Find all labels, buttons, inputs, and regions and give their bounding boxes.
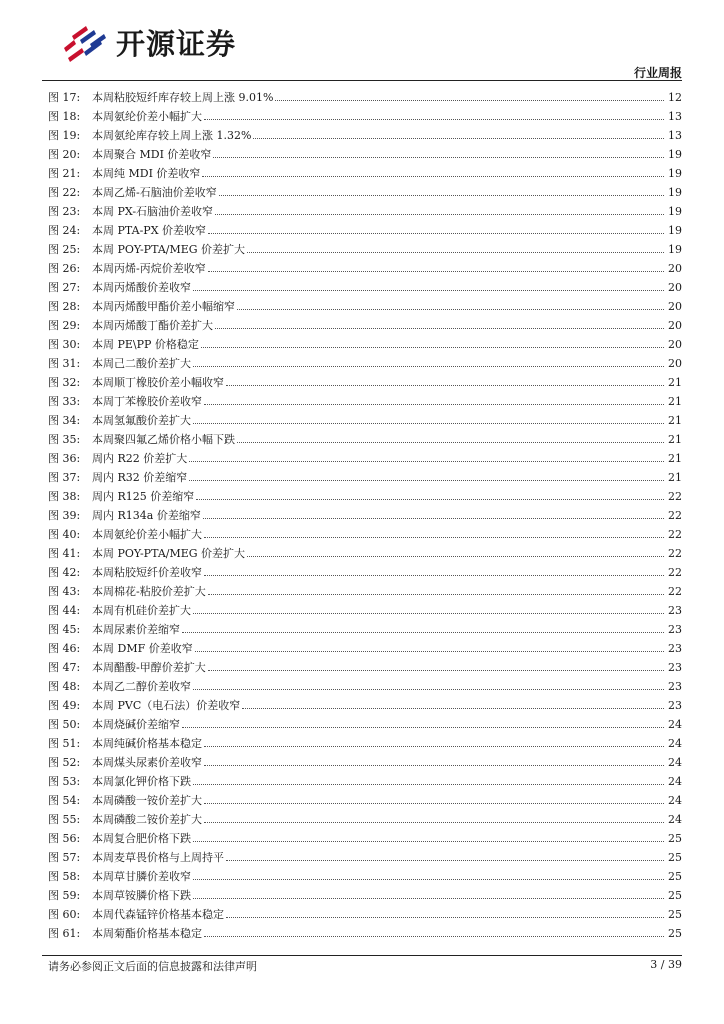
figure-title: 本周氯化钾价格下跌 — [92, 775, 191, 788]
figure-page: 23 — [668, 642, 682, 655]
figure-title: 本周 PE\PP 价格稳定 — [92, 338, 199, 351]
dot-leader — [193, 776, 664, 785]
figure-number: 图 22: — [48, 186, 81, 199]
figure-title: 本周 DMF 价差收窄 — [92, 642, 193, 655]
figure-page: 25 — [668, 889, 682, 902]
figure-page: 19 — [668, 205, 682, 218]
figure-number: 图 45: — [48, 623, 81, 636]
figure-number: 图 57: — [48, 851, 81, 864]
figure-number: 图 40: — [48, 528, 81, 541]
figure-page: 22 — [668, 566, 682, 579]
figure-title: 本周己二酸价差扩大 — [92, 357, 191, 370]
figure-number: 图 43: — [48, 585, 81, 598]
figure-page: 22 — [668, 547, 682, 560]
figure-number: 图 38: — [48, 490, 81, 503]
dot-leader — [208, 225, 664, 234]
figure-title: 本周尿素价差缩窄 — [92, 623, 180, 636]
dot-leader — [204, 567, 664, 576]
figure-number: 图 39: — [48, 509, 81, 522]
figure-number: 图 34: — [48, 414, 81, 427]
brand-logo — [60, 18, 280, 66]
page-header — [0, 0, 724, 84]
figure-title: 本周烧碱价差缩窄 — [92, 718, 180, 731]
figure-number: 图 26: — [48, 262, 81, 275]
figure-page: 25 — [668, 851, 682, 864]
figure-number: 图 41: — [48, 547, 81, 560]
figure-title: 本周复合肥价格下跌 — [92, 832, 191, 845]
figure-page: 20 — [668, 300, 682, 313]
toc-entry[interactable] — [48, 431, 682, 450]
toc-entry[interactable] — [48, 89, 682, 108]
figure-title: 周内 R32 价差缩窄 — [92, 471, 188, 484]
figure-page: 21 — [668, 433, 682, 446]
figure-title: 本周 POY-PTA/MEG 价差扩大 — [92, 243, 246, 256]
figure-number: 图 49: — [48, 699, 81, 712]
dot-leader — [226, 852, 664, 861]
figure-page: 22 — [668, 509, 682, 522]
figure-title: 本周有机硅价差扩大 — [92, 604, 191, 617]
toc-entry[interactable] — [48, 412, 682, 431]
figure-title: 本周纯 MDI 价差收窄 — [92, 167, 201, 180]
figure-title: 本周 POY-PTA/MEG 价差扩大 — [92, 547, 246, 560]
toc-entry[interactable] — [48, 640, 682, 659]
figure-page: 23 — [668, 680, 682, 693]
figure-page: 25 — [668, 927, 682, 940]
figure-title: 本周丙烯酸丁酯价差扩大 — [92, 319, 213, 332]
figure-number: 图 18: — [48, 110, 81, 123]
dot-leader — [193, 833, 664, 842]
dot-leader — [204, 396, 664, 405]
figure-number: 图 36: — [48, 452, 81, 465]
toc-entry[interactable] — [48, 716, 682, 735]
figure-title: 周内 R134a 价差缩窄 — [92, 509, 201, 522]
figure-page: 21 — [668, 376, 682, 389]
toc-entry[interactable] — [48, 526, 682, 545]
dot-leader — [182, 624, 664, 633]
figure-number: 图 29: — [48, 319, 81, 332]
toc-entry[interactable] — [48, 621, 682, 640]
toc-entry[interactable] — [48, 678, 682, 697]
dot-leader — [275, 92, 664, 101]
dot-leader — [193, 681, 664, 690]
toc-entry[interactable] — [48, 279, 682, 298]
figure-title: 本周丁苯橡胶价差收窄 — [92, 395, 202, 408]
figure-title: 周内 R125 价差缩窄 — [92, 490, 195, 503]
figure-title: 本周聚合 MDI 价差收窄 — [92, 148, 212, 161]
figure-page: 23 — [668, 623, 682, 636]
figure-page: 13 — [668, 110, 682, 123]
dot-leader — [242, 700, 664, 709]
dot-leader — [219, 187, 664, 196]
figure-number: 图 24: — [48, 224, 81, 237]
figure-number: 图 61: — [48, 927, 81, 940]
dot-leader — [193, 415, 664, 424]
dot-leader — [204, 928, 664, 937]
figure-page: 25 — [668, 870, 682, 883]
toc-entry[interactable] — [48, 659, 682, 678]
dot-leader — [193, 605, 664, 614]
dot-leader — [193, 871, 664, 880]
figure-number: 图 23: — [48, 205, 81, 218]
figure-number: 图 21: — [48, 167, 81, 180]
figure-page: 21 — [668, 414, 682, 427]
dot-leader — [213, 149, 664, 158]
toc-entry[interactable] — [48, 811, 682, 830]
footer-divider — [42, 955, 682, 956]
dot-leader — [195, 643, 664, 652]
dot-leader — [215, 206, 664, 215]
toc-entry[interactable] — [48, 469, 682, 488]
figure-page: 25 — [668, 832, 682, 845]
figure-title: 本周丙烯-丙烷价差收窄 — [92, 262, 206, 275]
figure-page: 24 — [668, 737, 682, 750]
figure-page: 19 — [668, 186, 682, 199]
dot-leader — [247, 244, 664, 253]
figure-title: 本周氢氟酸价差扩大 — [92, 414, 191, 427]
dot-leader — [204, 757, 664, 766]
figure-page: 21 — [668, 395, 682, 408]
dot-leader — [226, 377, 664, 386]
figure-number: 图 37: — [48, 471, 81, 484]
dot-leader — [202, 168, 664, 177]
kaiyuan-logo-icon — [60, 18, 108, 66]
footer-disclaimer: 请务必参阅正文后面的信息披露和法律声明 — [48, 960, 257, 973]
toc-entry[interactable] — [48, 203, 682, 222]
header-divider — [42, 80, 682, 81]
figure-title: 本周纯碱价格基本稳定 — [92, 737, 202, 750]
toc-entry[interactable] — [48, 754, 682, 773]
figure-number: 图 59: — [48, 889, 81, 902]
figure-list — [48, 89, 682, 944]
figure-title: 本周乙二醇价差收窄 — [92, 680, 191, 693]
figure-title: 本周代森锰锌价格基本稳定 — [92, 908, 224, 921]
toc-entry[interactable] — [48, 241, 682, 260]
figure-number: 图 20: — [48, 148, 81, 161]
figure-number: 图 30: — [48, 338, 81, 351]
figure-number: 图 44: — [48, 604, 81, 617]
figure-number: 图 19: — [48, 129, 81, 142]
figure-title: 本周磷酸二铵价差扩大 — [92, 813, 202, 826]
figure-page: 23 — [668, 604, 682, 617]
toc-entry[interactable] — [48, 925, 682, 944]
figure-title: 本周乙烯-石脑油价差收窄 — [92, 186, 217, 199]
figure-title: 本周 PTA-PX 价差收窄 — [92, 224, 207, 237]
figure-page: 20 — [668, 262, 682, 275]
toc-entry[interactable] — [48, 735, 682, 754]
figure-title: 本周氨纶库存较上周上涨 1.32% — [92, 129, 252, 142]
figure-number: 图 27: — [48, 281, 81, 294]
figure-number: 图 55: — [48, 813, 81, 826]
dot-leader — [204, 814, 664, 823]
figure-title: 本周棉花-粘胶价差扩大 — [92, 585, 206, 598]
figure-page: 22 — [668, 585, 682, 598]
toc-entry[interactable] — [48, 488, 682, 507]
page-footer — [48, 958, 682, 974]
figure-number: 图 51: — [48, 737, 81, 750]
dot-leader — [203, 510, 664, 519]
toc-entry[interactable] — [48, 697, 682, 716]
figure-title: 本周粘胶短纤价差收窄 — [92, 566, 202, 579]
dot-leader — [226, 909, 664, 918]
toc-entry[interactable] — [48, 583, 682, 602]
figure-page: 24 — [668, 756, 682, 769]
toc-entry[interactable] — [48, 792, 682, 811]
figure-page: 21 — [668, 471, 682, 484]
figure-title: 周内 R22 价差扩大 — [92, 452, 188, 465]
figure-title: 本周麦草畏价格与上周持平 — [92, 851, 224, 864]
toc-entry[interactable] — [48, 165, 682, 184]
toc-entry[interactable] — [48, 336, 682, 355]
dot-leader — [182, 719, 664, 728]
figure-title: 本周草铵膦价格下跌 — [92, 889, 191, 902]
toc-entry[interactable] — [48, 260, 682, 279]
figure-page: 24 — [668, 794, 682, 807]
figure-title: 本周磷酸一铵价差扩大 — [92, 794, 202, 807]
figure-number: 图 58: — [48, 870, 81, 883]
dot-leader — [215, 320, 664, 329]
dot-leader — [204, 795, 664, 804]
dot-leader — [208, 662, 664, 671]
figure-title: 本周丙烯酸价差收窄 — [92, 281, 191, 294]
figure-title: 本周草甘膦价差收窄 — [92, 870, 191, 883]
toc-entry[interactable] — [48, 317, 682, 336]
figure-number: 图 50: — [48, 718, 81, 731]
dot-leader — [196, 491, 664, 500]
dot-leader — [189, 472, 664, 481]
figure-number: 图 42: — [48, 566, 81, 579]
dot-leader — [204, 529, 664, 538]
figure-page: 23 — [668, 699, 682, 712]
figure-page: 20 — [668, 281, 682, 294]
toc-entry[interactable] — [48, 545, 682, 564]
figure-number: 图 17: — [48, 91, 81, 104]
brand-name: 开源证券 — [116, 26, 237, 61]
figure-page: 19 — [668, 148, 682, 161]
toc-entry[interactable] — [48, 374, 682, 393]
figure-title: 本周氨纶价差小幅扩大 — [92, 110, 202, 123]
figure-page: 23 — [668, 661, 682, 674]
toc-entry[interactable] — [48, 868, 682, 887]
figure-page: 19 — [668, 167, 682, 180]
figure-page: 25 — [668, 908, 682, 921]
figure-title: 本周粘胶短纤库存较上周上涨 9.01% — [92, 91, 274, 104]
figure-title: 本周煤头尿素价差收窄 — [92, 756, 202, 769]
section-label: 行业周报 — [633, 66, 682, 80]
figure-page: 20 — [668, 338, 682, 351]
toc-entry[interactable] — [48, 127, 682, 146]
figure-number: 图 56: — [48, 832, 81, 845]
figure-page: 22 — [668, 528, 682, 541]
figure-page: 19 — [668, 224, 682, 237]
figure-title: 本周聚四氟乙烯价格小幅下跌 — [92, 433, 235, 446]
toc-entry[interactable] — [48, 564, 682, 583]
figure-title: 本周氨纶价差小幅扩大 — [92, 528, 202, 541]
toc-entry[interactable] — [48, 355, 682, 374]
figure-number: 图 46: — [48, 642, 81, 655]
figure-number: 图 53: — [48, 775, 81, 788]
figure-page: 24 — [668, 718, 682, 731]
figure-page: 19 — [668, 243, 682, 256]
figure-number: 图 52: — [48, 756, 81, 769]
figure-title: 本周醋酸-甲醇价差扩大 — [92, 661, 206, 674]
dot-leader — [247, 548, 664, 557]
toc-entry[interactable] — [48, 773, 682, 792]
page-number: 3 / 39 — [650, 958, 682, 971]
toc-entry[interactable] — [48, 507, 682, 526]
toc-entry[interactable] — [48, 906, 682, 925]
figure-number: 图 28: — [48, 300, 81, 313]
toc-entry[interactable] — [48, 393, 682, 412]
dot-leader — [204, 111, 664, 120]
dot-leader — [208, 586, 664, 595]
toc-entry[interactable] — [48, 450, 682, 469]
figure-page: 21 — [668, 452, 682, 465]
figure-number: 图 32: — [48, 376, 81, 389]
toc-entry[interactable] — [48, 184, 682, 203]
toc-entry[interactable] — [48, 146, 682, 165]
dot-leader — [189, 453, 664, 462]
figure-number: 图 35: — [48, 433, 81, 446]
figure-number: 图 25: — [48, 243, 81, 256]
toc-entry[interactable] — [48, 830, 682, 849]
toc-entry[interactable] — [48, 887, 682, 906]
dot-leader — [193, 890, 664, 899]
dot-leader — [193, 358, 664, 367]
dot-leader — [201, 339, 664, 348]
figure-number: 图 33: — [48, 395, 81, 408]
figure-number: 图 31: — [48, 357, 81, 370]
toc-entry[interactable] — [48, 602, 682, 621]
figure-page: 13 — [668, 129, 682, 142]
dot-leader — [204, 738, 664, 747]
figure-number: 图 54: — [48, 794, 81, 807]
figure-number: 图 48: — [48, 680, 81, 693]
figure-page: 24 — [668, 775, 682, 788]
figure-title: 本周 PX-石脑油价差收窄 — [92, 205, 214, 218]
dot-leader — [237, 301, 664, 310]
figure-title: 本周丙烯酸甲酯价差小幅缩窄 — [92, 300, 235, 313]
dot-leader — [253, 130, 664, 139]
figure-page: 12 — [668, 91, 682, 104]
dot-leader — [237, 434, 664, 443]
figure-page: 20 — [668, 357, 682, 370]
figure-title: 本周菊酯价格基本稳定 — [92, 927, 202, 940]
figure-page: 22 — [668, 490, 682, 503]
dot-leader — [208, 263, 664, 272]
figure-page: 24 — [668, 813, 682, 826]
figure-number: 图 47: — [48, 661, 81, 674]
figure-number: 图 60: — [48, 908, 81, 921]
toc-entry[interactable] — [48, 298, 682, 317]
figure-title: 本周顺丁橡胶价差小幅收窄 — [92, 376, 224, 389]
figure-title: 本周 PVC（电石法）价差收窄 — [92, 699, 241, 712]
toc-entry[interactable] — [48, 849, 682, 868]
dot-leader — [193, 282, 664, 291]
toc-entry[interactable] — [48, 108, 682, 127]
figure-page: 20 — [668, 319, 682, 332]
toc-entry[interactable] — [48, 222, 682, 241]
